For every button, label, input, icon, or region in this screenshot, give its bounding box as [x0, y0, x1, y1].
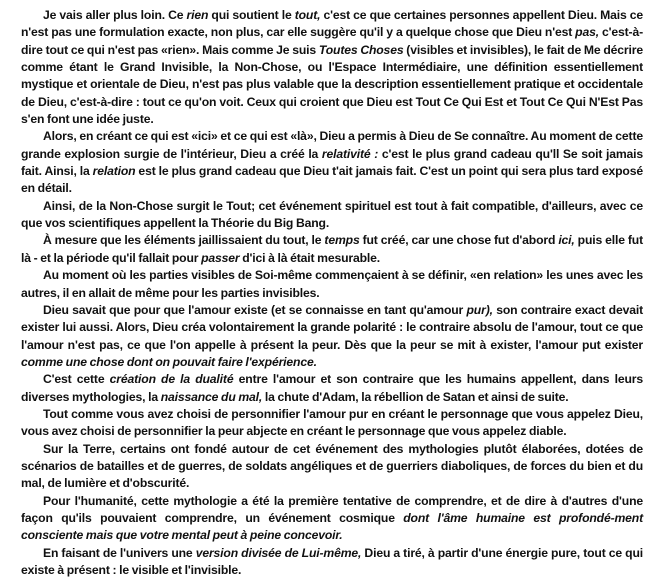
text-run: Pour l'humanité, cette mythologie a été la première tentative de comprendre, et de dire à d'autres d'une façon qu'ils pouvaient comprendre, un événement cosmique	[21, 493, 643, 525]
text-run: puis elle fut là - et la période qu'il fallait pour	[21, 233, 643, 265]
italic-text: version divisée de Lui-même,	[195, 545, 362, 560]
text-run: Alors, en créant ce qui est «ici» et ce qui est «là», Dieu a permis à Dieu de Se connaître. Au moment de cette grande explosion surgie de l'intérieur, Dieu a créé la	[21, 129, 643, 161]
italic-text: relation	[92, 164, 136, 179]
text-run: est le plus grand cadeau que Dieu t'ait jamais fait. C'est un point qui sera plus tard exposé en détail.	[21, 164, 643, 196]
paragraph	[21, 545, 643, 579]
text-run: c'est ce que certaines personnes appellent Dieu. Mais ce n'est pas une formulation exacte, non plus, car elle suggère qu'il y a quelque chose que Dieu n'est	[21, 8, 643, 40]
italic-text: temps	[324, 233, 360, 248]
text-run: Tout comme vous avez choisi de personnifier l'amour pur en créant le personnage que vous appelez Dieu, vous avez choisi de personnifier la peur abjecte en créant le personnage que vous appelez diable.	[21, 406, 643, 439]
italic-text: pur),	[466, 302, 493, 317]
italic-text: dont l'âme humaine est profondé-ment consciente mais que votre mental peut à peine concevoir.	[21, 510, 644, 543]
text-run: Je vais aller plus loin. Ce	[43, 8, 187, 22]
italic-text: naissance du mal,	[160, 389, 263, 404]
paragraph	[21, 371, 643, 406]
paragraph	[21, 198, 643, 233]
paragraph	[21, 302, 643, 371]
paragraph	[21, 128, 643, 197]
text-run: qui soutient le	[208, 8, 295, 22]
text-run: En faisant de l'univers une	[43, 545, 196, 560]
text-run: Dieu savait que pour que l'amour existe (et se connaisse en tant qu'amour	[43, 302, 467, 317]
text-run: la chute d'Adam, la rébellion de Satan et ainsi de suite.	[262, 389, 569, 404]
paragraph	[21, 406, 643, 441]
italic-text: création de la dualité	[109, 372, 234, 387]
text-run: c'est-à-dire tout ce qui n'est pas «rien». Mais comme Je suis	[21, 25, 643, 57]
italic-text: tout,	[294, 8, 321, 22]
italic-text: pas,	[575, 25, 599, 40]
paragraph	[21, 493, 643, 545]
text-run: fut créé, car une chose fut d'abord	[359, 233, 559, 248]
paragraph	[21, 7, 643, 128]
italic-text: passer	[201, 250, 240, 265]
italic-text: rien	[186, 8, 209, 22]
paragraph	[21, 232, 643, 267]
italic-text: relativité :	[321, 146, 379, 161]
text-run: entre l'amour et son contraire que les humains appellent, dans leurs diverses mythologies, la	[21, 372, 643, 404]
text-run: Sur la Terre, certains ont fondé autour de cet événement des mythologies plutôt élaborées, dotées de scénarios de batailles et de guerres, de soldats angéliques et de guerriers diaboliques, de forces du bien et du mal, de lumière et d'obscurité.	[21, 441, 643, 491]
text-run: (visibles et invisibles), le fait de Me décrire comme étant le Grand Invisible, la Non-Chose, ou l'Espace Intermédiaire, une définition essentiellement mystique et orientale de Dieu, n'est pas plus valable que la description essentiellement pratique et occidentale de Dieu, c'est-à-dire : tout ce qu'on voit. Ceux qui croient que Dieu est Tout Ce Qui Est et Tout Ce Qui N'Est Pas s'en font une idée juste.	[21, 42, 643, 127]
text-run: c'est le plus grand cadeau qu'll Se soit jamais fait. Ainsi, la	[21, 146, 644, 179]
text-run: C'est cette	[43, 372, 110, 387]
text-run: Au moment où les parties visibles de Soi-même commençaient à se définir, «en relation» les unes avec les autres, il en allait de même pour les parties invisibles.	[21, 268, 643, 300]
text-run: Ainsi, de la Non-Chose surgit le Tout; cet événement spirituel est tout à fait compatible, d'ailleurs, avec ce que vos scientifiques appellent la Théorie du Big Bang.	[21, 198, 643, 231]
text-run: À mesure que les éléments jaillissaient du tout, le	[43, 233, 325, 248]
italic-text: comme une chose dont on pouvait faire l'expérience.	[21, 354, 317, 369]
text-run: d'ici à là était mesurable.	[239, 250, 380, 265]
italic-text: Toutes Choses	[318, 42, 404, 57]
italic-text: ici,	[558, 233, 575, 248]
text-run: Dieu a tiré, à partir d'une énergie pure, tout ce qui existe à présent : le visible et l'invisible.	[21, 545, 643, 577]
paragraph	[21, 267, 643, 302]
paragraph	[21, 441, 643, 493]
text-run: son contraire exact devait exister lui aussi. Alors, Dieu créa volontairement la grande polarité : le contraire absolu de l'amour, tout ce que l'amour n'est pas, ce que l'on appelle à présent la peur. Dès que la peur se mit à exister, l'amour put exister	[21, 302, 644, 352]
